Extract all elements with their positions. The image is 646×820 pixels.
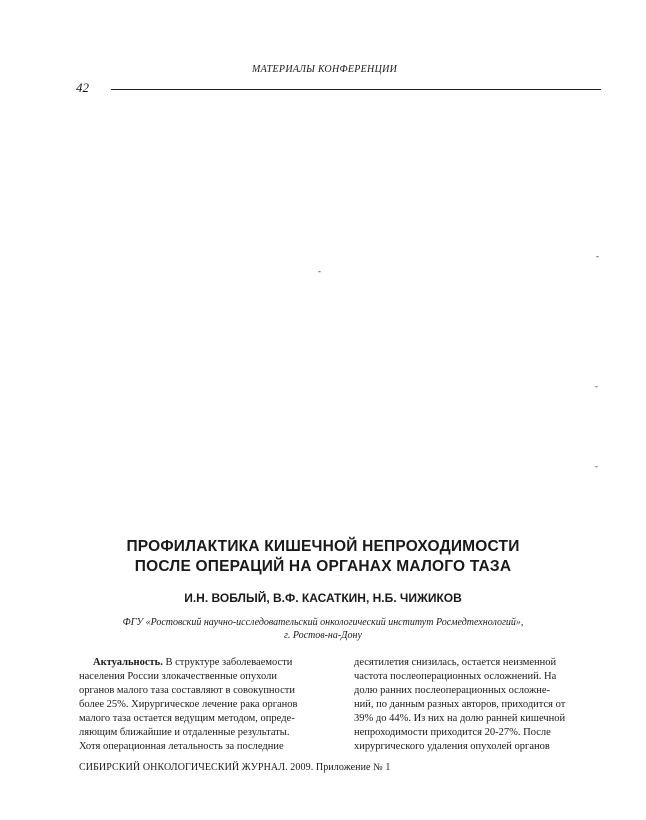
body-column-right	[354, 656, 602, 754]
stray-mark: -	[595, 461, 598, 471]
stray-mark: -	[595, 381, 598, 391]
running-head: МАТЕРИАЛЫ КОНФЕРЕНЦИИ	[252, 64, 398, 75]
body-line: ний, по данным разных авторов, приходится от	[354, 699, 566, 710]
body-column-left	[79, 656, 327, 754]
article-authors: И.Н. ВОБЛЫЙ, В.Ф. КАСАТКИН, Н.Б. ЧИЖИКОВ	[184, 591, 462, 605]
body-line: ляющим ближайшие и отдаленные результаты.	[79, 727, 290, 738]
body-line: хирургического удаления опухолей органов	[354, 741, 550, 752]
stray-mark: -	[318, 266, 321, 276]
body-line: десятилетия снизилась, остается неизменной	[354, 657, 557, 668]
body-line: долю ранних послеоперационных осложне-	[354, 685, 551, 696]
body-line: органов малого таза составляют в совокупности	[79, 685, 295, 696]
body-line: более 25%. Хирургическое лечение рака органов	[79, 699, 298, 710]
article-title-line: ПРОФИЛАКТИКА КИШЕЧНОЙ НЕПРОХОДИМОСТИ	[126, 538, 520, 555]
lead-term: Актуальность.	[93, 657, 163, 668]
journal-footer: СИБИРСКИЙ ОНКОЛОГИЧЕСКИЙ ЖУРНАЛ. 2009. Приложение № 1	[79, 762, 391, 773]
body-line: непроходимости приходится 20-27%. После	[354, 727, 551, 738]
stray-mark: -	[596, 251, 599, 261]
page-number: 42	[76, 80, 89, 95]
body-line: частота послеоперационных осложнений. На	[354, 671, 557, 682]
article-title-line: ПОСЛЕ ОПЕРАЦИЙ НА ОРГАНАХ МАЛОГО ТАЗА	[134, 558, 512, 575]
body-line	[79, 656, 327, 670]
header-rule	[111, 89, 601, 90]
body-line: населения России злокачественные опухоли	[79, 671, 277, 682]
body-line: малого таза остается ведущим методом, опреде-	[79, 713, 295, 724]
body-line: 39% до 44%. Из них на долю ранней кишечной	[354, 713, 566, 724]
affiliation-line: г. Ростов-на-Дону	[284, 630, 362, 641]
body-text: В структуре заболеваемости	[162, 657, 293, 668]
affiliation-line: ФГУ «Ростовский научно-исследовательский онкологический институт Росмедтехнологий»,	[122, 617, 524, 628]
body-line: Хотя операционная летальность за последние	[79, 741, 284, 752]
